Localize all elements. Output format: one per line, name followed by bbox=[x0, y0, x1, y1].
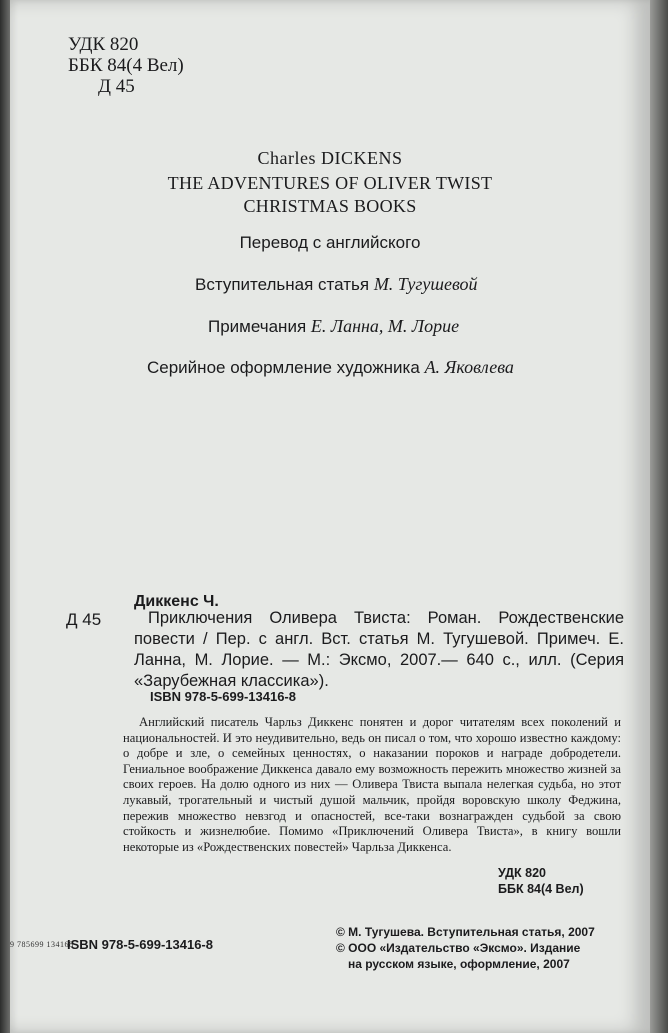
design-credit-name: А. Яковлева bbox=[424, 357, 514, 377]
udk-code: УДК 820 bbox=[68, 34, 139, 55]
bibliographic-description: Приключения Оливера Твиста: Роман. Рождественские повести / Пер. с англ. Вст. статья М. Тугушевой. Примеч. Е. Ланна, М. Лорие. — М.: Эксмо, 2007.— 640 с., илл. (Серия «Зарубежная классика»). bbox=[134, 609, 624, 690]
bibliographic-author: Диккенс Ч. bbox=[134, 593, 219, 610]
footer-udk: УДК 820 bbox=[498, 866, 547, 880]
intro-credit-label: Вступительная статья bbox=[195, 275, 370, 294]
footer-codes bbox=[498, 865, 584, 897]
copyright-line-2: © ООО «Издательство «Эксмо». Издание bbox=[336, 941, 581, 955]
bibliographic-code: Д 45 bbox=[66, 610, 102, 629]
book-page bbox=[10, 0, 650, 1033]
design-credit-label: Серийное оформление художника bbox=[147, 358, 420, 377]
footer-bbk: ББК 84(4 Вел) bbox=[498, 882, 584, 896]
notes-credit-label: Примечания bbox=[208, 317, 307, 336]
bbk-code: ББК 84(4 Вел) bbox=[68, 55, 184, 76]
intro-credit-name: М. Тугушевой bbox=[373, 274, 478, 294]
intro-credit bbox=[195, 274, 478, 295]
notes-credit bbox=[208, 316, 459, 337]
bottom-isbn: ISBN 978-5-699-13416-8 bbox=[67, 937, 213, 952]
copyright-block bbox=[336, 924, 616, 972]
notes-credit-names: Е. Ланна, М. Лорие bbox=[310, 316, 460, 336]
copyright-line-1: © М. Тугушева. Вступительная статья, 2007 bbox=[336, 925, 595, 939]
author-mark: Д 45 bbox=[98, 76, 135, 97]
copyright-line-3: на русском языке, оформление, 2007 bbox=[348, 957, 570, 971]
original-title: THE ADVENTURES OF OLIVER TWIST bbox=[167, 173, 493, 193]
original-author: Charles DICKENS bbox=[257, 148, 403, 168]
bibliographic-isbn: ISBN 978-5-699-13416-8 bbox=[150, 689, 296, 704]
book-spine-shadow bbox=[0, 0, 10, 1033]
design-credit bbox=[147, 357, 514, 378]
original-subtitle: CHRISTMAS BOOKS bbox=[243, 196, 417, 216]
page-edge-shadow bbox=[650, 0, 668, 1033]
translation-note: Перевод с английского bbox=[239, 233, 421, 252]
catalog-codes bbox=[68, 34, 184, 97]
annotation-text: Английский писатель Чарльз Диккенс понятен и дорог читателям всех поколений и национальностей. И это неудивительно, ведь он писал о том, что хорошо известно каждому: о добре и зле, о семейных ценностях, о наказании пороков и награде добродетели. Гениальное воображение Диккенса давало ему возможность пережить множество жизней за своих героев. На долю одного из них — Оливера Твиста выпала нелегкая судьба, но этот лукавый, трогательный и чистый душой мальчик, пройдя воровскую школу Феджина, пережив множество невзгод и опасностей, все-таки вознагражден судьбой за свою стойкость и жизнелюбие. Помимо «Приключений Оливера Твиста», в книгу вошли некоторые из «Рождественских повестей» Чарльза Диккенса. bbox=[123, 715, 621, 854]
barcode-number: 9 785699 134168 bbox=[10, 940, 74, 949]
